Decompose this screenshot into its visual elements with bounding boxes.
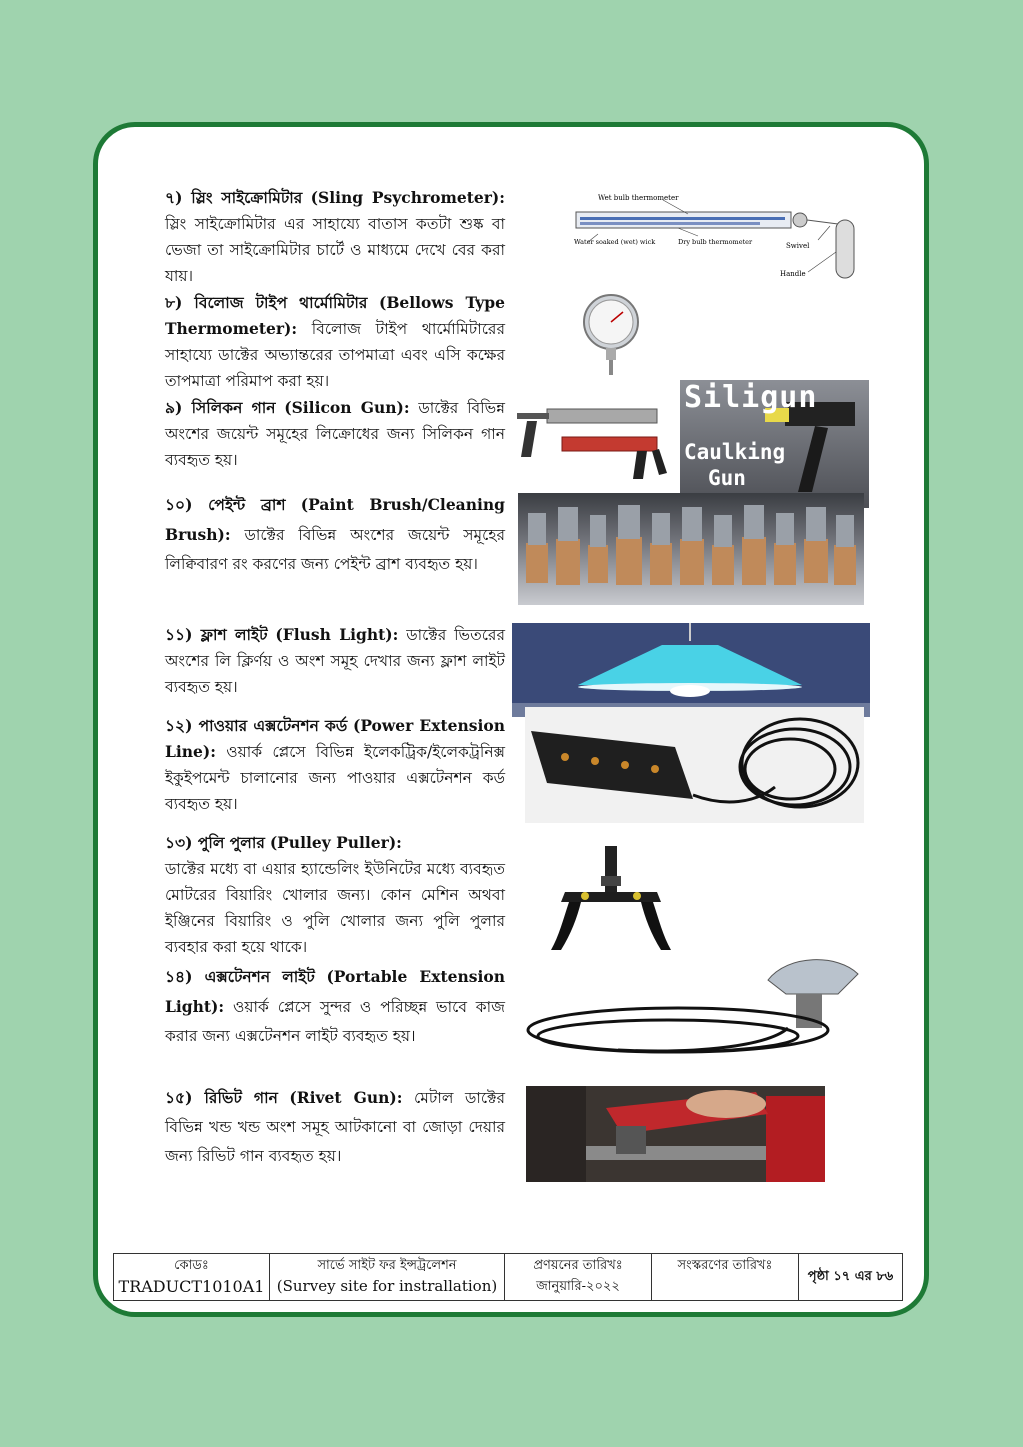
section-title-en: (Power Extension Line):: [165, 716, 505, 761]
section-title: ৯) সিলিকন গান: [165, 398, 276, 417]
footer-prep-label: প্রণয়নের তারিখঃ: [533, 1258, 623, 1273]
section-extension-light: [165, 962, 505, 1051]
section-title-en: (Flush Light):: [275, 625, 399, 644]
section-bellows-thermometer: [165, 290, 505, 394]
section-body: মেটাল ডাক্টের বিভিন্ন খন্ড খন্ড অংশ সমূহ আটকানো বা জোড়া দেয়ার জন্য রিভিট গান ব্যবহৃত হয়।: [165, 1089, 505, 1165]
section-body: ডাক্টের বিভিন্ন অংশের জয়েন্ট সমূহের লিক্বিবারণ রং করণের জন্য পেইন্ট ব্রাশ ব্যবহৃত হয়।: [165, 526, 506, 573]
rivet-gun-image: [526, 1086, 825, 1182]
footer-table: [113, 1253, 903, 1301]
siligun-brand: Siligun: [684, 380, 818, 415]
footer-rev-cell: [652, 1254, 799, 1301]
section-title-en: (Silicon Gun):: [284, 398, 410, 417]
flush-light-image: [512, 623, 870, 717]
siligun-image: [680, 380, 869, 508]
section-title: ১৫) রিভিট গান: [165, 1088, 278, 1107]
section-body: স্লিং সাইক্রোমিটার এর সাহায্যে বাতাস কতটা শুষ্ক বা ভেজা তা সাইক্রোমিটার চার্টে ও মাধ্যমে দেখে বের করা যায়।: [165, 215, 505, 285]
section-body: ওয়ার্ক প্লেসে সুন্দর ও পরিচ্ছন্ন ভাবে কাজ করার জন্য এক্সটেনশন লাইট ব্যবহৃত হয়।: [165, 998, 505, 1045]
footer-title-cell: [270, 1254, 505, 1301]
siligun-line2: Gun: [708, 466, 746, 490]
section-body: ডাক্টের ভিতরের অংশের লি ক্লির্ণয় ও অংশ সমূহ দেখার জন্য ফ্লাশ লাইট ব্যবহৃত হয়।: [165, 626, 505, 696]
section-flush-light: [165, 622, 505, 700]
footer-page-number: পৃষ্ঠা ১৭ এর ৮৬: [807, 1268, 894, 1284]
sling-psychrometer-image: [568, 190, 864, 282]
section-body: ডাক্টের মধ্যে বা এয়ার হ্যান্ডেলিং ইউনিটের মধ্যে ব্যবহৃত মোটরের বিয়ারিং খোলার জন্য। কোন মেশিন অথবা ইঞ্জিনের বিয়ারিং ও পুলি খোলার জন্য পুলি পুলার ব্যবহার করা হয়ে থাকে।: [165, 860, 505, 956]
section-title: ১২) পাওয়ার এক্সটেনশন কর্ড: [165, 716, 348, 735]
footer-prep-cell: [505, 1254, 652, 1301]
footer-rev-label: সংস্করণের তারিখঃ: [677, 1258, 773, 1273]
footer-prep-value: জানুয়ারি-২০২২: [536, 1279, 620, 1294]
section-rivet-gun: [165, 1083, 505, 1171]
footer-code-label: কোডঃ: [174, 1258, 209, 1273]
section-body: ডাক্টের বিভিন্ন অংশের জয়েন্ট সমূহের লিক্রোধের জন্য সিলিকন গান ব্যবহৃত হয়।: [165, 399, 505, 469]
section-title-en: (Pulley Puller):: [269, 833, 402, 852]
section-body: বিলোজ টাইপ থার্মোমিটারের সাহায্যে ডাক্টের অভ্যান্তরের তাপমাত্রা এবং এসি কক্ষের তাপমাত্রা পরিমাপ করা হয়।: [165, 320, 505, 390]
footer-title-bn: সার্ভে সাইট ফর ইন্সট্রলেশন: [317, 1258, 457, 1273]
label-swivel: Swivel: [786, 242, 810, 250]
section-body: ওয়ার্ক প্লেসে বিভিন্ন ইলেকট্রিক/ইলেকট্রনিক্স ইকুইপমেন্ট চালানোর জন্য পাওয়ার এক্সটেনশন কর্ড ব্যবহৃত হয়।: [165, 743, 505, 813]
section-paint-brush: [165, 490, 505, 579]
section-title-en: (Portable Extension Light):: [165, 967, 505, 1016]
footer-code-cell: [114, 1254, 270, 1301]
extension-light-image: [518, 950, 864, 1060]
section-title-en: (Paint Brush/Cleaning Brush):: [165, 495, 505, 544]
label-dry-bulb: Dry bulb thermometer: [678, 238, 753, 246]
footer-title-en: (Survey site for instrallation): [276, 1277, 498, 1295]
section-title: ১৪) এক্সটেনশন লাইট: [165, 967, 315, 986]
section-pulley-puller: [165, 830, 505, 960]
section-title: ১৩) পুলি পুলার: [165, 833, 265, 852]
section-title: ৭) স্লিং সাইক্রোমিটার: [165, 188, 303, 207]
section-title: ১১) ফ্লাশ লাইট: [165, 625, 268, 644]
section-title: ১০) পেইন্ট ব্রাশ: [165, 495, 286, 514]
power-extension-image: [525, 707, 864, 823]
section-title-en: (Rivet Gun):: [289, 1088, 403, 1107]
label-wick: Water soaked (wet) wick: [574, 238, 656, 246]
section-sling-psychrometer: [165, 185, 505, 289]
section-power-extension: [165, 713, 505, 817]
section-title-en: (Bellows Type Thermometer):: [165, 293, 505, 338]
label-handle: Handle: [780, 270, 806, 278]
footer-code-value: TRADUCT1010A1: [118, 1277, 265, 1296]
section-title: ৮) বিলোজ টাইপ থার্মোমিটার: [165, 293, 368, 312]
label-wet-bulb: Wet bulb thermometer: [598, 194, 679, 202]
section-silicon-gun: [165, 395, 505, 473]
section-title-en: (Sling Psychrometer):: [310, 188, 505, 207]
bellows-thermometer-image: [578, 292, 644, 376]
paint-brush-image: [518, 493, 864, 605]
caulking-gun-image: [507, 375, 678, 493]
siligun-line1: Caulking: [684, 440, 786, 464]
footer-page-cell: [799, 1254, 903, 1301]
pulley-puller-image: [545, 840, 677, 952]
